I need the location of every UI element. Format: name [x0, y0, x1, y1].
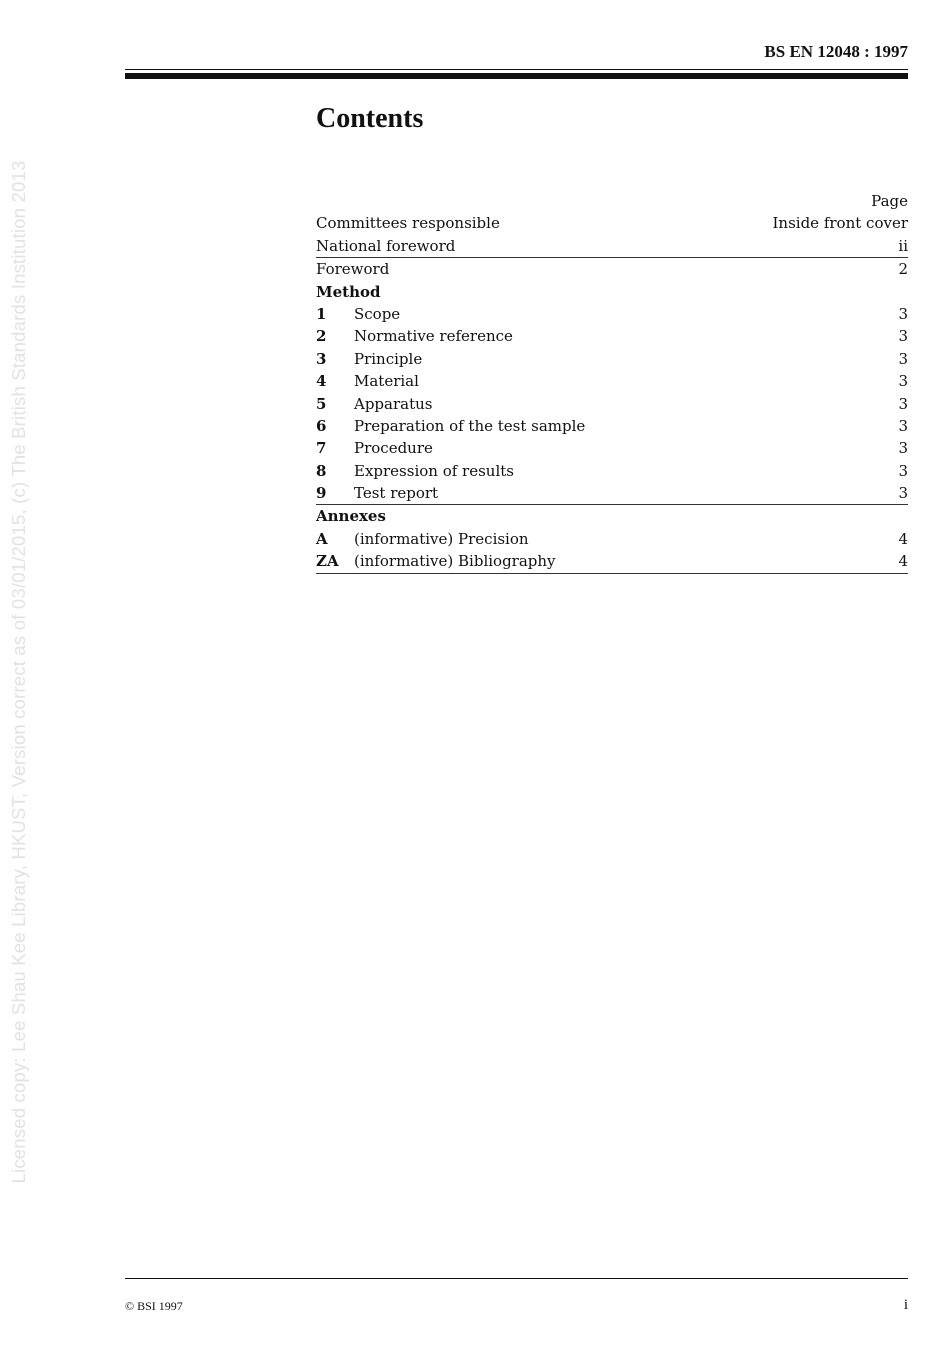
toc-entry-page: 3 [898, 327, 908, 346]
toc-entry-number: A [316, 529, 328, 548]
toc-entry-principle[interactable] [316, 348, 908, 370]
document-id: BS EN 12048 : 1997 [764, 42, 908, 61]
toc-entry-label: Preparation of the test sample [354, 416, 586, 435]
toc-entry-label: Expression of results [354, 461, 514, 480]
toc-entry-page: 3 [898, 372, 908, 391]
toc-entry-number: 2 [316, 327, 327, 346]
toc-entry-scope[interactable] [316, 303, 908, 325]
toc-entry-number: 1 [316, 304, 327, 323]
toc-entry-label: National foreword [316, 236, 456, 255]
toc-entry-label: Scope [354, 304, 401, 323]
toc-entry-number: 7 [316, 439, 327, 458]
footer-rule [125, 1278, 908, 1279]
toc-entry-label: Test report [354, 484, 439, 503]
toc-entry-page: 4 [898, 552, 908, 571]
toc-entry-page: 3 [898, 304, 908, 323]
toc-entry-number: 4 [316, 372, 327, 391]
page-title: Contents [316, 103, 424, 134]
copyright-notice: © BSI 1997 [125, 1299, 183, 1313]
toc-entry-page: 2 [898, 260, 908, 279]
toc-section-heading: Method [316, 282, 381, 301]
toc-entry-page: ii [898, 236, 908, 255]
toc-entry-page: 3 [898, 394, 908, 413]
toc-entry-page: 4 [898, 529, 908, 548]
toc-entry-label: Committees responsible [316, 214, 500, 233]
toc-entry-page: 3 [898, 461, 908, 480]
toc-entry-apparatus[interactable] [316, 393, 908, 415]
toc-entry-number: 9 [316, 484, 327, 503]
toc-entry-label: Normative reference [354, 327, 513, 346]
toc-entry-number: 3 [316, 349, 327, 368]
toc-section-heading: Annexes [316, 507, 386, 526]
header-rule-thin [125, 69, 908, 70]
toc-entry-number: 6 [316, 416, 327, 435]
toc-entry-page: Inside front cover [772, 214, 908, 233]
toc-entry-page: 3 [898, 439, 908, 458]
toc-page-heading-row [316, 190, 908, 212]
toc-entry-page: 3 [898, 484, 908, 503]
page-number: i [903, 1297, 908, 1313]
toc-page-heading: Page [871, 192, 908, 210]
toc-entry-page: 3 [898, 416, 908, 435]
toc-entry-committees[interactable] [316, 212, 908, 234]
license-watermark: Licensed copy: Lee Shau Kee Library, HKUST, Version correct as of 03/01/2015, (c) The British Standards Institution 2013 [8, 160, 29, 1184]
toc-entry-expression-of-results[interactable] [316, 460, 908, 482]
toc-entry-number: 8 [316, 461, 327, 480]
table-of-contents [316, 190, 908, 574]
toc-entry-preparation[interactable] [316, 415, 908, 437]
toc-entry-label: Procedure [354, 439, 433, 458]
toc-entry-test-report[interactable] [316, 482, 908, 505]
toc-entry-label: Apparatus [354, 394, 433, 413]
toc-entry-number: ZA [316, 552, 339, 571]
toc-entry-label: Principle [354, 349, 423, 368]
toc-entry-label: Material [354, 372, 419, 391]
toc-entry-number: 5 [316, 394, 327, 413]
toc-entry-label: (informative) Bibliography [354, 552, 556, 571]
toc-entry-annex-za[interactable] [316, 550, 908, 573]
header-rule-thick [125, 73, 908, 79]
toc-entry-label: (informative) Precision [354, 529, 529, 548]
toc-entry-label: Foreword [316, 260, 390, 279]
toc-section-method [316, 281, 908, 303]
toc-entry-national-foreword[interactable] [316, 235, 908, 258]
toc-entry-foreword[interactable] [316, 258, 908, 280]
toc-section-annexes [316, 505, 908, 527]
toc-entry-procedure[interactable] [316, 437, 908, 459]
toc-entry-material[interactable] [316, 370, 908, 392]
toc-entry-annex-a[interactable] [316, 528, 908, 550]
toc-entry-normative-reference[interactable] [316, 325, 908, 347]
toc-entry-page: 3 [898, 349, 908, 368]
